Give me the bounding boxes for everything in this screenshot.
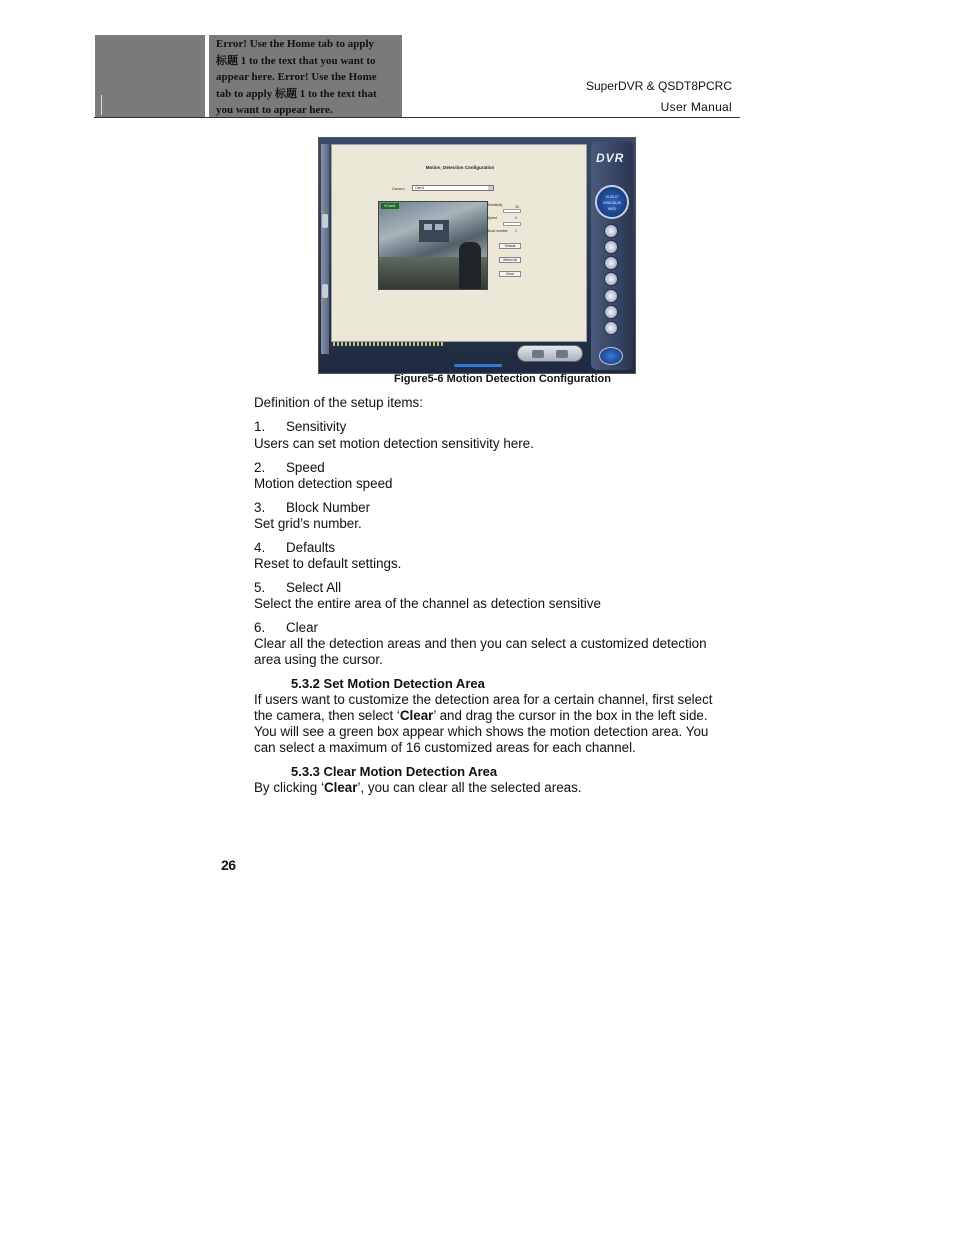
list-icon[interactable]	[604, 305, 618, 319]
item-title: Defaults	[286, 540, 336, 555]
block-number-value: 1	[515, 229, 517, 233]
bold-term: Clear	[323, 780, 358, 795]
header-error-line: 标题 1 to the text that you want to	[216, 54, 376, 67]
header-error-line: Error! Use the Home tab to apply	[216, 38, 375, 50]
header-manual: User Manual	[660, 100, 732, 114]
paragraph-line	[254, 708, 708, 723]
clock-date: 2006-06-28	[603, 201, 621, 205]
camera-label: Camera	[392, 187, 405, 191]
item-title: Select All	[286, 580, 342, 595]
item-title: Clear	[286, 620, 318, 635]
intro-text: Definition of the setup items:	[254, 395, 423, 410]
window-button[interactable]	[532, 350, 544, 358]
sensitivity-label: Sensitivity	[487, 203, 503, 207]
camera-select[interactable]	[412, 185, 494, 191]
section-heading: 5.3.2 Set Motion Detection Area	[291, 676, 485, 691]
header-error-line: appear here. Error! Use the Home	[216, 71, 377, 84]
speed-slider[interactable]	[503, 222, 521, 226]
page-number: 26	[221, 857, 236, 873]
header-product: SuperDVR & QSDT8PCRC	[585, 79, 732, 93]
item-desc: Set grid’s number.	[254, 516, 362, 531]
clear-button[interactable]: Clear	[499, 271, 521, 277]
status-dots	[333, 342, 443, 346]
paragraph-line: can select a maximum of 16 customized areas for each channel.	[254, 740, 636, 755]
header-rule	[94, 117, 740, 118]
preview-person	[459, 242, 481, 290]
speed-label: Speed	[487, 216, 497, 220]
preview-screen	[424, 224, 432, 230]
clock-time: 10:33:27	[605, 195, 619, 199]
item-desc: Clear all the detection areas and then you can select a customized detection	[254, 636, 707, 651]
paragraph-line: If users want to customize the detection area for a certain channel, first select	[254, 692, 713, 707]
window-button[interactable]	[556, 350, 568, 358]
camera-tag: VCam1	[381, 203, 399, 209]
preview-screen	[435, 224, 443, 230]
item-desc: Select the entire area of the channel as detection sensitive	[254, 596, 601, 611]
text-run: ’, you can clear all the selected areas.	[357, 780, 582, 795]
camera-preview[interactable]	[378, 201, 488, 290]
block-number-label: Block number	[487, 229, 508, 233]
item-number: 1.	[254, 419, 266, 434]
sensitivity-value: 10	[515, 205, 519, 209]
item-desc: Reset to default settings.	[254, 556, 402, 571]
item-desc-cont: area using the cursor.	[254, 652, 383, 667]
lock-icon[interactable]	[604, 289, 618, 303]
item-number: 3.	[254, 500, 266, 515]
left-side-strip	[321, 144, 329, 354]
progress-bar	[454, 364, 502, 367]
item-desc: Users can set motion detection sensitivity here.	[254, 436, 534, 451]
power-icon[interactable]	[599, 347, 623, 365]
item-title: Speed	[286, 460, 325, 475]
sensitivity-slider[interactable]	[503, 209, 521, 213]
right-control-panel	[591, 141, 633, 370]
text-run: By clicking ‘	[254, 780, 324, 795]
header-error-line: you want to appear here.	[216, 104, 333, 117]
text-run: the camera, then select ‘	[254, 708, 400, 723]
paragraph-line: You will see a green box appear which shows the motion detection area. You	[254, 724, 709, 739]
figure-caption: Figure5-6 Motion Detection Configuration	[394, 373, 611, 385]
person-icon[interactable]	[604, 272, 618, 286]
select-all-button[interactable]: Select all	[499, 257, 521, 263]
paragraph-line	[254, 780, 582, 795]
header-gray-block	[95, 35, 205, 117]
grid-icon[interactable]	[604, 256, 618, 270]
chevron-down-icon	[488, 186, 493, 190]
item-desc: Motion detection speed	[254, 476, 393, 491]
config-title: Motion_Detection Configuration	[425, 165, 495, 170]
default-button[interactable]: Default	[499, 243, 521, 249]
dvr-screenshot-figure	[318, 137, 636, 374]
side-handle	[322, 214, 328, 228]
camera-select-value: Cam1	[415, 186, 425, 190]
header-error-line: tab to apply 标题 1 to the text that	[216, 87, 377, 100]
playback-icon[interactable]	[604, 240, 618, 254]
item-number: 5.	[254, 580, 266, 595]
item-number: 2.	[254, 460, 266, 475]
bold-term: Clear	[399, 708, 434, 723]
dvr-logo: DVR	[596, 151, 625, 165]
section-heading: 5.3.3 Clear Motion Detection Area	[291, 764, 498, 779]
item-title: Block Number	[286, 500, 371, 515]
header-error-box	[207, 35, 402, 117]
item-title: Sensitivity	[286, 419, 347, 434]
side-handle	[322, 284, 328, 298]
record-icon[interactable]	[604, 224, 618, 238]
header-tick	[101, 95, 102, 115]
clock-dial	[595, 185, 629, 219]
search-icon[interactable]	[604, 321, 618, 335]
item-number: 6.	[254, 620, 266, 635]
item-number: 4.	[254, 540, 266, 555]
speed-value: 3	[515, 216, 517, 220]
clock-day: WED	[607, 207, 617, 211]
text-run: ’ and drag the cursor in the box in the left side.	[433, 708, 708, 723]
config-panel	[331, 144, 587, 342]
bottom-control-pod	[517, 345, 583, 362]
